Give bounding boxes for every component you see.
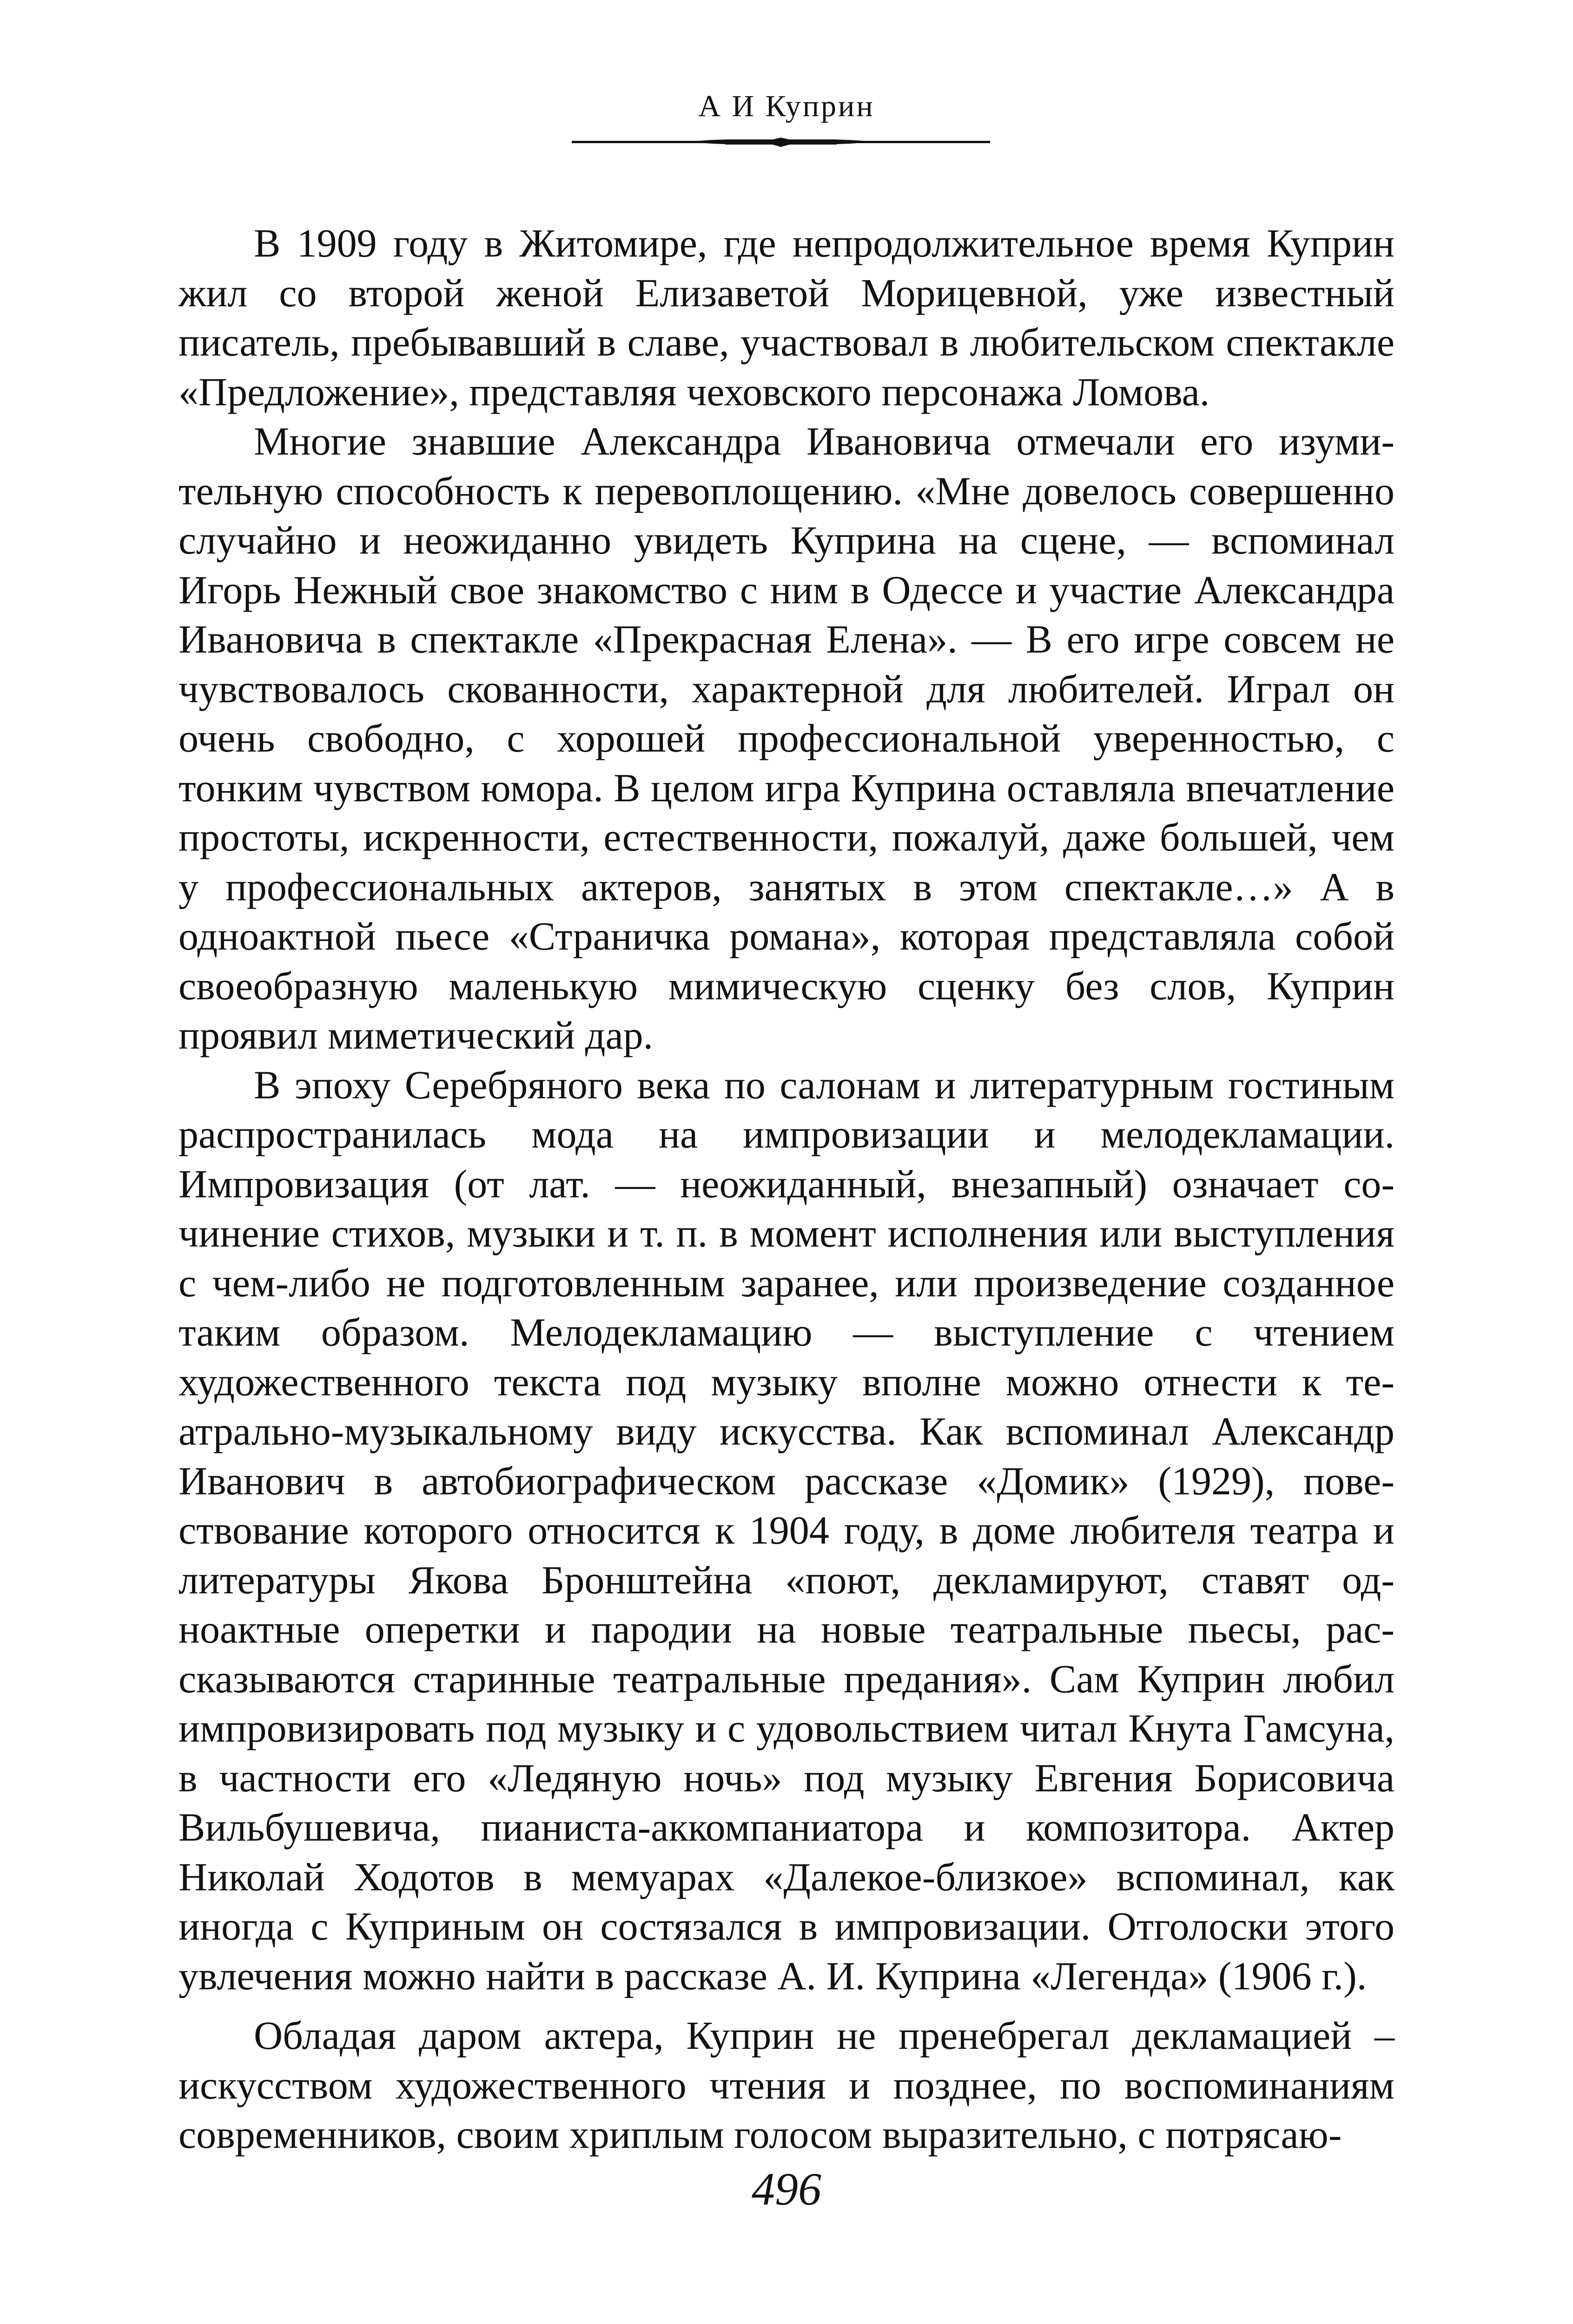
paragraph: В 1909 году в Житомире, где непродолжительное время Куприн жил со второй женой Елизаветой Морицевной, уже известный писатель, пребывавший в славе, участвовал в любительском спектакле «Предложение», представляя чеховского персонажа Ломова. <box>178 221 1395 414</box>
paragraph: Многие знавшие Александра Ивановича отмечали его изумительную способность к перевоплощению. «Мне довелось совершенно случайно и неожиданно увидеть Куприна на сцене, — вспоминал Игорь Нежный свое знакомство с ним в Одессе и участие Александра Ивановича в спектакле «Прекрасная Елена». — В его игре совсем не чувствовалось скованности, характерной для любителей. Играл он очень свободно, с хорошей профессиональной уверенностью, с тонким чувством юмора. В целом игра Куприна оставляла впечатление простоты, искренности, естественности, пожалуй, даже большей, чем у профессиональных актеров, занятых в этом спектакле…» А в одноактной пьесе «Страничка романа», которая представляла собой своеобразную маленькую мимическую сценку без слов, Куприн проявил миметический дар. <box>178 419 1395 1057</box>
paragraph: В эпоху Серебряного века по салонам и литературным гостиным распространилась мода на импровизации и мелодекламации. Импровизация (от лат. — неожиданный, внезапный) означает сочинение стихов, музыки и т. п. в момент исполнения или выступления с чем-либо не подготовленным заранее, или произведение созданное таким образом. Мелодекламацию — выступление с чтением художественного текста под музыку вполне можно отнести к театрально-музыкальному виду искусства. Как вспоминал Александр Иванович в автобиографическом рассказе «Домик» (1929), повествование которого относится к 1904 году, в доме любителя театра и литературы Якова Бронштейна «поют, декламируют, ставят одноактные оперетки и пародии на новые театральные пьесы, рассказываются старинные театральные предания». Сам Куприн любил импровизировать под музыку и с удовольствием читал Кнута Гамсуна, в частности его «Ледяную ночь» под музыку Евгения Борисовича Вильбушевича, пианиста-аккомпаниатора и композитора. Актер Николай Ходотов в мемуарах «Далекое-близкое» вспоминал, как иногда с Куприным он состязался в импровизации. Отголоски этого увлечения можно найти в рассказе А. И. Куприна «Легенда» (1906 г.). <box>178 1062 1395 1998</box>
page-number: 496 <box>752 2163 821 2215</box>
paragraph: Обладая даром актера, Куприн не пренебрегал декламацией – искусством художественного чтения и позднее, по воспоминаниям современников, своим хриплым голосом выразительно, с потрясаю- <box>178 2013 1395 2157</box>
double-rule-ornament-icon <box>572 136 990 149</box>
running-head: А И Куприн <box>698 89 875 123</box>
body-text <box>178 218 1395 2159</box>
